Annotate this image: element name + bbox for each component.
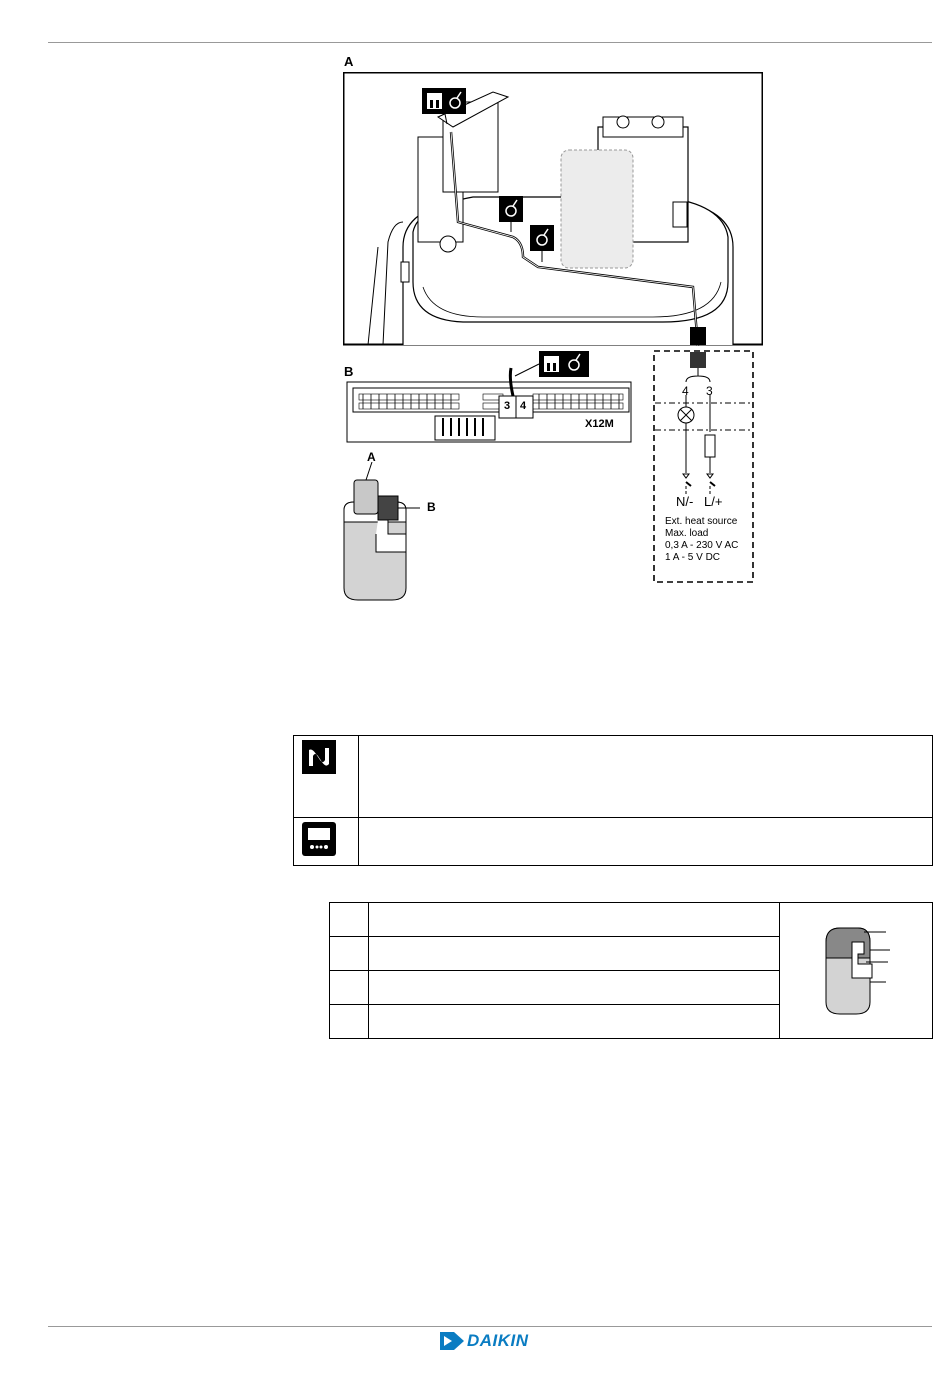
spec-line-2: Max. load: [665, 528, 709, 539]
neutral-label: N/-: [676, 494, 694, 509]
spec-line-1: Ext. heat source: [665, 516, 738, 527]
pictogram-cell-2: [294, 818, 359, 866]
component-num-4: [330, 1005, 369, 1039]
component-num-1: [330, 903, 369, 937]
load-spec: [665, 516, 738, 564]
daikin-logo: [440, 1331, 529, 1351]
terminal-block-label: X12M: [585, 418, 614, 430]
component-image-cell: [780, 903, 933, 1039]
footer-rule: [48, 1326, 932, 1327]
panel-b-label: B: [344, 364, 354, 379]
installer-icon-callout: [422, 88, 466, 114]
terminal-3-label: 3: [504, 400, 511, 412]
component-num-2: [330, 937, 369, 971]
wire-3-label: 3: [706, 384, 713, 398]
spec-line-4: 1 A - 5 V DC: [665, 552, 721, 563]
component-desc-3: [369, 971, 780, 1005]
pictogram-table: [293, 735, 933, 866]
daikin-logo-mark: [440, 1332, 464, 1350]
relay-illustration: [340, 462, 420, 602]
user-interface-icon: [302, 822, 336, 856]
panel-a-label: A: [344, 54, 354, 69]
wire-4-label: 4: [682, 384, 689, 398]
daikin-logo-text: DAIKIN: [467, 1331, 529, 1350]
spec-line-3: 0,3 A - 230 V AC: [665, 540, 739, 551]
pictogram-cell-1: [294, 736, 359, 818]
pictogram-text-1: [359, 736, 933, 818]
header-rule: [48, 42, 932, 43]
terminal-4-label: 4: [520, 400, 527, 412]
relay-component-icon: [816, 920, 896, 1016]
live-label: L/+: [704, 494, 723, 509]
relay-label-a: A: [367, 450, 376, 464]
pictogram-text-2: [359, 818, 933, 866]
component-table: [329, 902, 933, 1039]
component-num-3: [330, 971, 369, 1005]
component-desc-4: [369, 1005, 780, 1039]
clamp-icon-callout-2: [530, 225, 554, 251]
clamp-icon-callout-1: [499, 196, 523, 222]
component-desc-1: [369, 903, 780, 937]
component-desc-2: [369, 937, 780, 971]
electric-component-icon: [302, 740, 336, 774]
panel-a-illustration: [343, 72, 763, 346]
panel-b-terminal-block: [343, 348, 643, 448]
relay-label-b: B: [427, 500, 436, 514]
